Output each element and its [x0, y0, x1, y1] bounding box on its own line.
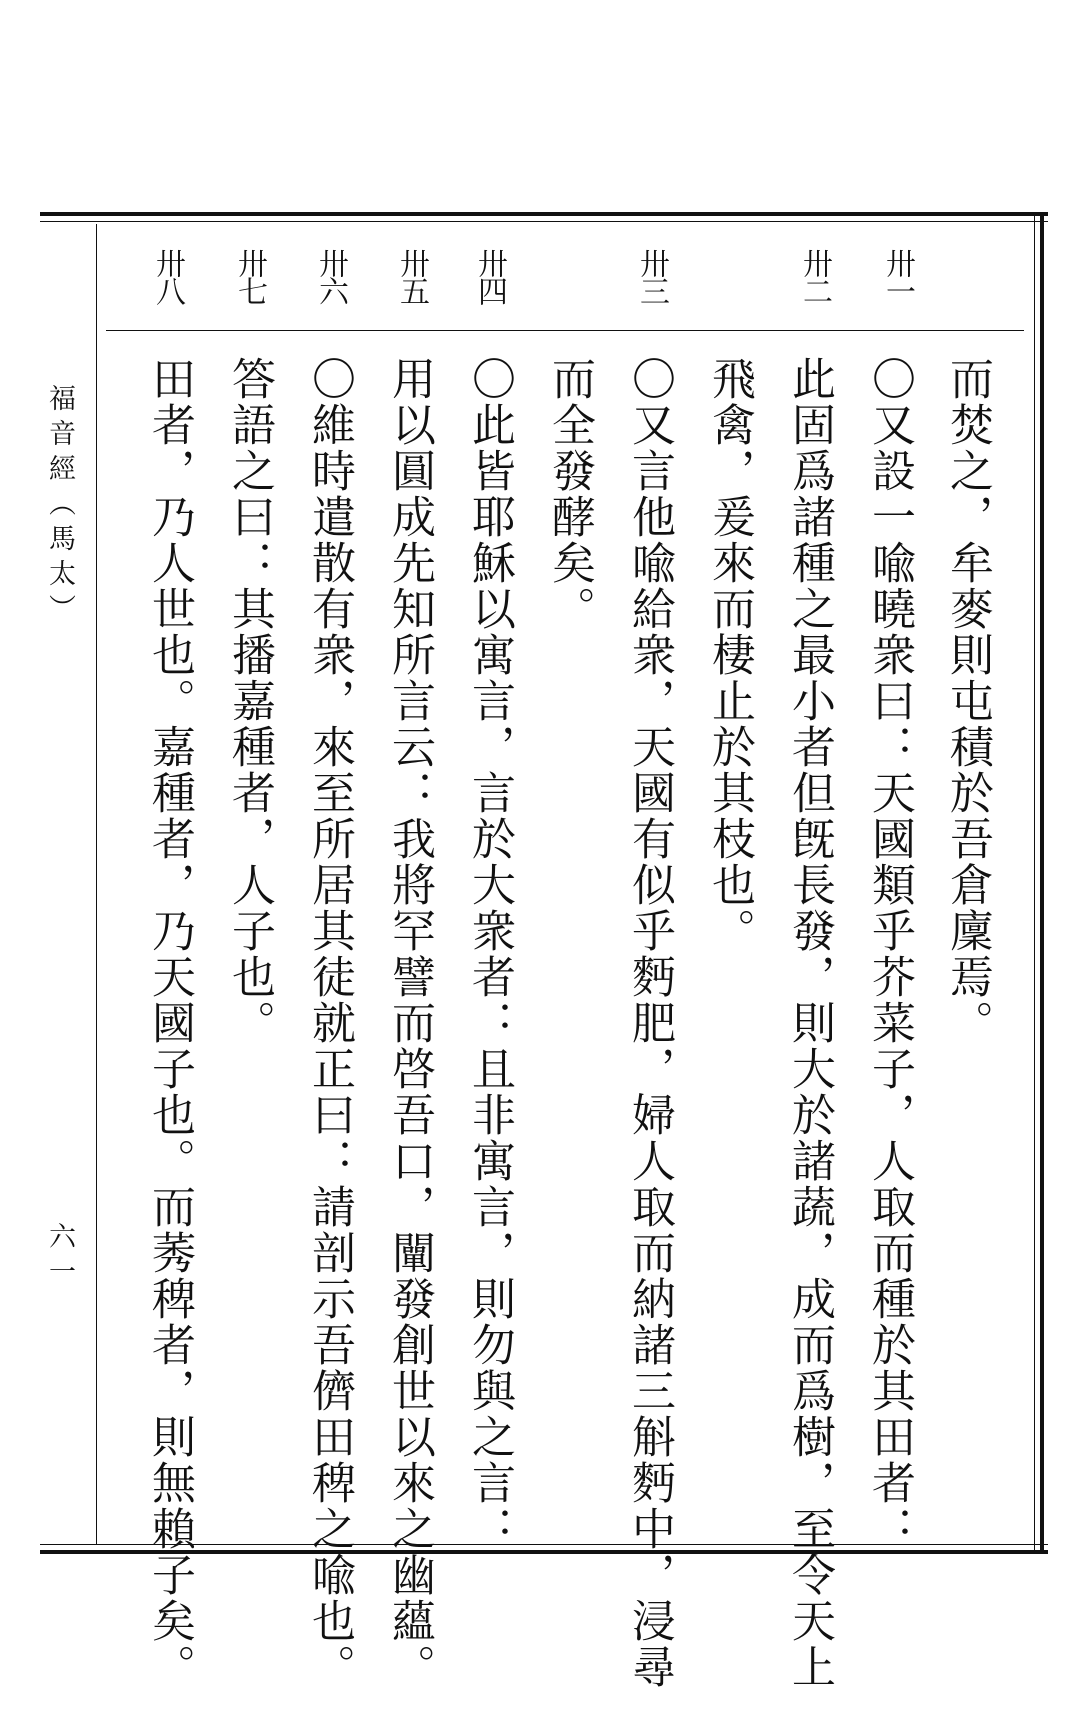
- page-frame-top-rule: [40, 212, 1048, 222]
- text-column-1: 而焚之，牟麥則屯積於吾倉廩焉。: [942, 356, 993, 1046]
- verse-label-divider: [106, 330, 1024, 331]
- verse-label-33: 卅三: [634, 248, 669, 304]
- page-frame-left-rule: [96, 224, 97, 1544]
- page-frame-right-rule: [1034, 214, 1044, 1552]
- text-column-11: 田者，乃人世也。嘉種者，乃天國子也。而莠稗者，則無賴子矣。: [144, 356, 195, 1690]
- text-column-9: 〇維時遣散有衆，來至所居其徒就正曰：請剖示吾儕田稗之喩也。: [304, 356, 355, 1690]
- verse-label-37: 卅七: [232, 248, 267, 304]
- verse-label-31: 卅一: [880, 248, 915, 304]
- text-column-10: 答語之曰：其播嘉種者，人子也。: [224, 356, 275, 1046]
- verse-label-35: 卅五: [394, 248, 429, 304]
- verse-label-34: 卅四: [472, 248, 507, 304]
- page-number: 六一: [44, 1222, 75, 1292]
- text-column-5: 〇又言他喩給衆，天國有似乎麪肥，婦人取而納諸三斛麪中，浸尋: [624, 356, 675, 1690]
- verse-label-32: 卅二: [797, 248, 832, 304]
- text-column-3: 此固爲諸種之最小者但旣長發，則大於諸蔬，成而爲樹，至令天上: [784, 356, 835, 1690]
- book-title: 福音經（馬太）: [44, 384, 75, 629]
- text-column-4: 飛禽，爰來而棲止於其枝也。: [704, 356, 755, 954]
- verse-label-36: 卅六: [313, 248, 348, 304]
- text-column-6: 而全發酵矣。: [544, 356, 595, 632]
- text-column-2: 〇又設一喩曉衆曰：天國類乎芥菜子，人取而種於其田者：: [864, 356, 915, 1552]
- text-column-7: 〇此皆耶穌以寓言，言於大衆者：且非寓言，則勿與之言：: [464, 356, 515, 1552]
- text-column-8: 用以圓成先知所言云：我將罕譬而啓吾口，闡發創世以來之幽蘊。: [384, 356, 435, 1690]
- verse-label-38: 卅八: [150, 248, 185, 304]
